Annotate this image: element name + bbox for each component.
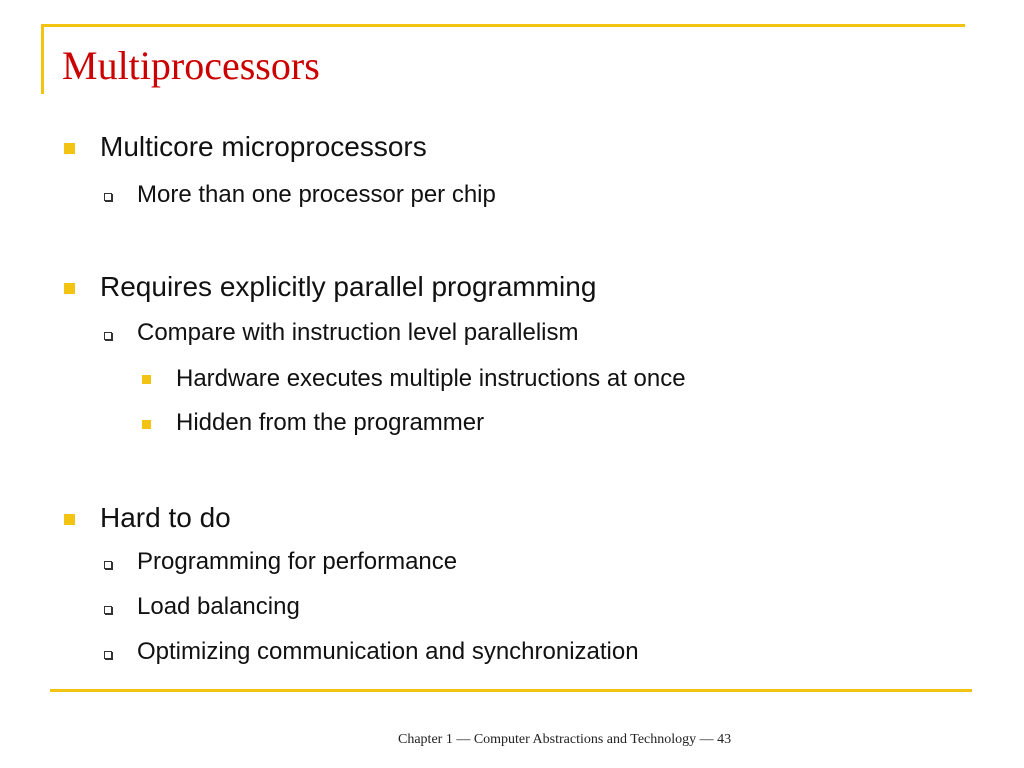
square-bullet-icon [142,420,151,429]
bullet-level1-parallel-programming: Requires explicitly parallel programming [100,271,597,302]
bottom-rule [50,689,972,692]
hollow-square-bullet-icon [104,193,112,201]
bullet-level3-hidden: Hidden from the programmer [176,409,485,436]
bullet-level2-performance: Programming for performance [137,548,458,575]
slide-title: Multiprocessors [62,43,320,88]
left-rule [41,24,44,94]
square-bullet-icon [142,375,151,384]
hollow-square-bullet-icon [104,332,112,340]
bullet-level3-hardware-executes: Hardware executes multiple instructions at once [176,365,686,392]
bullet-level2-processor-per-chip: More than one processor per chip [137,181,496,208]
hollow-square-bullet-icon [104,651,112,659]
square-bullet-icon [64,283,75,294]
bullet-level1-multicore: Multicore microprocessors [100,131,427,162]
hollow-square-bullet-icon [104,606,112,614]
bullet-level2-load-balancing: Load balancing [137,593,300,620]
slide-footer: Chapter 1 — Computer Abstractions and Technology — 43 [398,732,732,747]
hollow-square-bullet-icon [104,561,112,569]
bullet-level1-hard-to-do: Hard to do [100,502,231,533]
bullet-level2-ilp: Compare with instruction level parallelism [137,319,579,346]
square-bullet-icon [64,143,75,154]
square-bullet-icon [64,514,75,525]
top-rule [43,24,965,27]
bullet-level2-communication: Optimizing communication and synchronization [137,638,639,665]
